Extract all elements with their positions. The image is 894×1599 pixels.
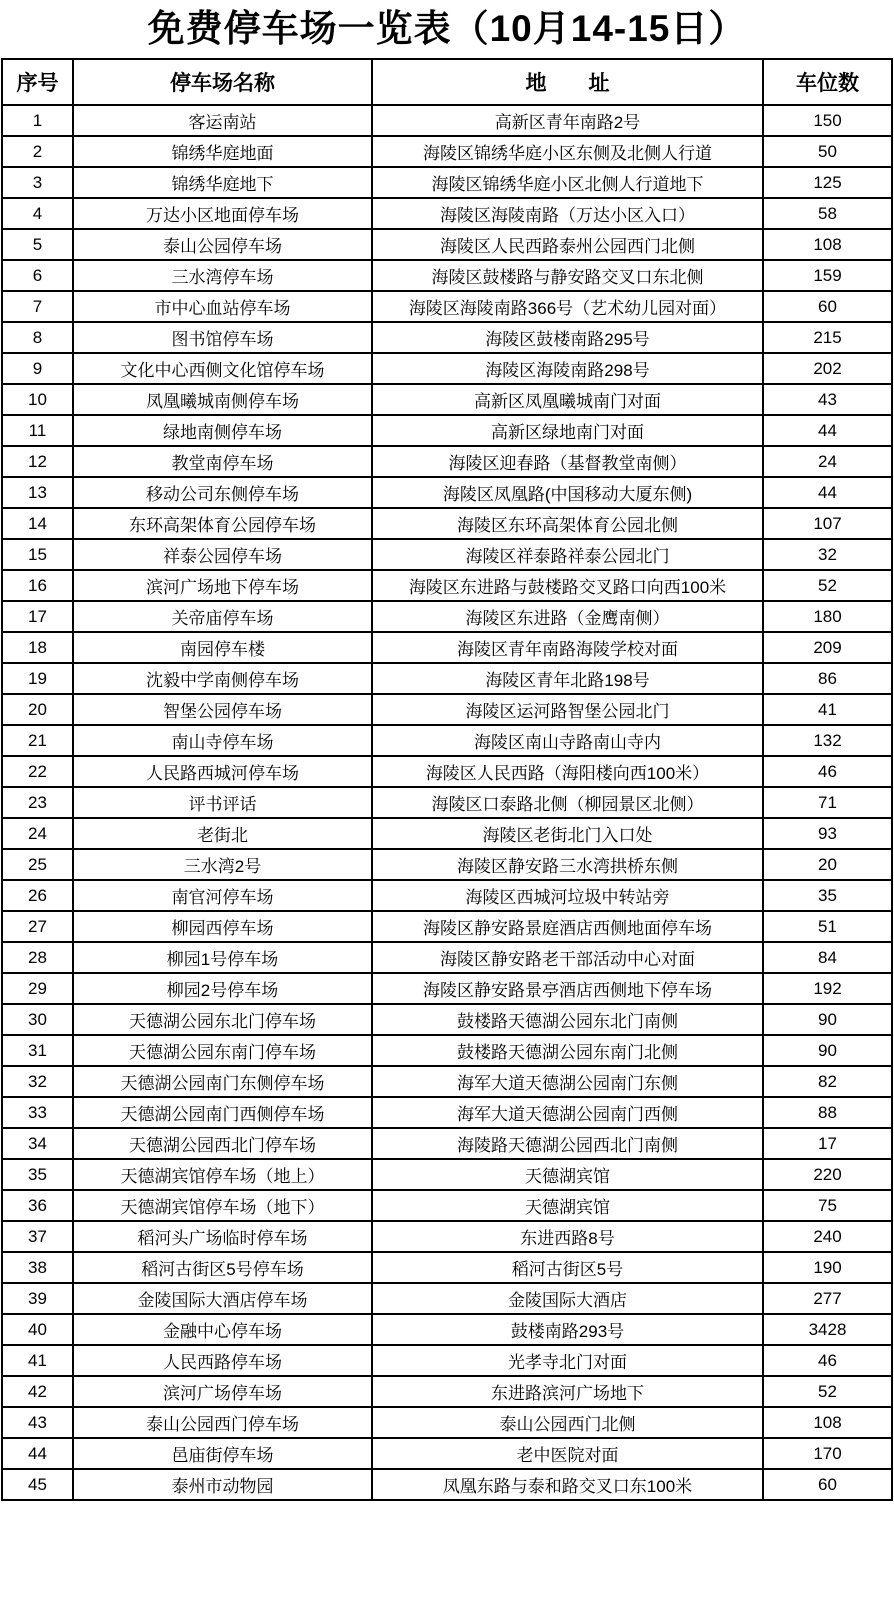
cell-address: 高新区凤凰曦城南门对面: [372, 384, 763, 415]
cell-address: 鼓楼路天德湖公园东南门北侧: [372, 1035, 763, 1066]
parking-table: [1, 58, 893, 1501]
cell-address: 天德湖宾馆: [372, 1190, 763, 1221]
table-row: [2, 1345, 892, 1376]
cell-address: 海陵区人民西路泰州公园西门北侧: [372, 229, 763, 260]
cell-index: 15: [2, 539, 73, 570]
cell-name: 万达小区地面停车场: [73, 198, 372, 229]
cell-address: 天德湖宾馆: [372, 1159, 763, 1190]
cell-address: 海陵区迎春路（基督教堂南侧）: [372, 446, 763, 477]
cell-index: 39: [2, 1283, 73, 1314]
cell-address: 海陵区海陵南路298号: [372, 353, 763, 384]
cell-capacity: 125: [763, 167, 892, 198]
cell-capacity: 192: [763, 973, 892, 1004]
cell-capacity: 44: [763, 477, 892, 508]
cell-capacity: 44: [763, 415, 892, 446]
cell-index: 41: [2, 1345, 73, 1376]
cell-index: 32: [2, 1066, 73, 1097]
table-row: [2, 167, 892, 198]
cell-address: 海陵区青年南路海陵学校对面: [372, 632, 763, 663]
cell-capacity: 88: [763, 1097, 892, 1128]
cell-address: 鼓楼南路293号: [372, 1314, 763, 1345]
cell-index: 8: [2, 322, 73, 353]
table-row: [2, 1066, 892, 1097]
cell-name: 天德湖公园西北门停车场: [73, 1128, 372, 1159]
cell-name: 滨河广场停车场: [73, 1376, 372, 1407]
cell-capacity: 17: [763, 1128, 892, 1159]
cell-index: 12: [2, 446, 73, 477]
cell-index: 14: [2, 508, 73, 539]
table-row: [2, 446, 892, 477]
cell-capacity: 71: [763, 787, 892, 818]
cell-name: 人民路西城河停车场: [73, 756, 372, 787]
table-row: [2, 1438, 892, 1469]
cell-capacity: 209: [763, 632, 892, 663]
cell-index: 10: [2, 384, 73, 415]
cell-name: 图书馆停车场: [73, 322, 372, 353]
cell-capacity: 41: [763, 694, 892, 725]
cell-address: 高新区青年南路2号: [372, 105, 763, 136]
cell-capacity: 84: [763, 942, 892, 973]
cell-name: 稻河古街区5号停车场: [73, 1252, 372, 1283]
cell-name: 泰州市动物园: [73, 1469, 372, 1500]
cell-name: 移动公司东侧停车场: [73, 477, 372, 508]
cell-index: 37: [2, 1221, 73, 1252]
cell-name: 人民西路停车场: [73, 1345, 372, 1376]
cell-address: 泰山公园西门北侧: [372, 1407, 763, 1438]
cell-name: 金融中心停车场: [73, 1314, 372, 1345]
header-address: 地 址: [372, 59, 763, 105]
cell-name: 智堡公园停车场: [73, 694, 372, 725]
table-row: [2, 260, 892, 291]
cell-name: 天德湖公园南门东侧停车场: [73, 1066, 372, 1097]
cell-capacity: 90: [763, 1035, 892, 1066]
table-row: [2, 880, 892, 911]
table-row: [2, 1159, 892, 1190]
cell-capacity: 60: [763, 291, 892, 322]
cell-address: 海军大道天德湖公园南门东侧: [372, 1066, 763, 1097]
cell-capacity: 90: [763, 1004, 892, 1035]
cell-capacity: 51: [763, 911, 892, 942]
cell-index: 17: [2, 601, 73, 632]
cell-name: 南山寺停车场: [73, 725, 372, 756]
cell-address: 海陵区海陵南路（万达小区入口）: [372, 198, 763, 229]
cell-address: 金陵国际大酒店: [372, 1283, 763, 1314]
cell-index: 31: [2, 1035, 73, 1066]
cell-index: 28: [2, 942, 73, 973]
cell-capacity: 86: [763, 663, 892, 694]
cell-capacity: 58: [763, 198, 892, 229]
cell-index: 16: [2, 570, 73, 601]
table-row: [2, 1469, 892, 1500]
cell-address: 海陵区西城河垃圾中转站旁: [372, 880, 763, 911]
cell-address: 海陵区口泰路北侧（柳园景区北侧）: [372, 787, 763, 818]
cell-index: 24: [2, 818, 73, 849]
table-row: [2, 632, 892, 663]
cell-capacity: 277: [763, 1283, 892, 1314]
cell-address: 海陵区运河路智堡公园北门: [372, 694, 763, 725]
cell-capacity: 108: [763, 229, 892, 260]
cell-address: 海陵区凤凰路(中国移动大厦东侧): [372, 477, 763, 508]
cell-address: 海陵区东进路与鼓楼路交叉路口向西100米: [372, 570, 763, 601]
cell-name: 教堂南停车场: [73, 446, 372, 477]
cell-address: 海陵区静安路三水湾拱桥东侧: [372, 849, 763, 880]
cell-address: 海陵路天德湖公园西北门南侧: [372, 1128, 763, 1159]
cell-index: 5: [2, 229, 73, 260]
cell-index: 25: [2, 849, 73, 880]
cell-address: 东进路滨河广场地下: [372, 1376, 763, 1407]
cell-index: 40: [2, 1314, 73, 1345]
page-title: 免费停车场一览表（10月14-15日）: [147, 8, 747, 49]
table-row: [2, 849, 892, 880]
table-row: [2, 818, 892, 849]
cell-address: 鼓楼路天德湖公园东北门南侧: [372, 1004, 763, 1035]
cell-capacity: 60: [763, 1469, 892, 1500]
table-row: [2, 353, 892, 384]
cell-name: 老街北: [73, 818, 372, 849]
table-row: [2, 229, 892, 260]
cell-name: 泰山公园停车场: [73, 229, 372, 260]
cell-name: 天德湖公园东北门停车场: [73, 1004, 372, 1035]
cell-address: 海军大道天德湖公园南门西侧: [372, 1097, 763, 1128]
table-row: [2, 105, 892, 136]
cell-index: 35: [2, 1159, 73, 1190]
cell-address: 海陵区青年北路198号: [372, 663, 763, 694]
table-row: [2, 694, 892, 725]
cell-address: 老中医院对面: [372, 1438, 763, 1469]
cell-address: 海陵区鼓楼南路295号: [372, 322, 763, 353]
cell-name: 柳园1号停车场: [73, 942, 372, 973]
cell-capacity: 32: [763, 539, 892, 570]
cell-capacity: 46: [763, 756, 892, 787]
table-row: [2, 508, 892, 539]
cell-address: 稻河古街区5号: [372, 1252, 763, 1283]
table-row: [2, 973, 892, 1004]
cell-name: 金陵国际大酒店停车场: [73, 1283, 372, 1314]
table-row: [2, 322, 892, 353]
cell-index: 7: [2, 291, 73, 322]
cell-name: 天德湖宾馆停车场（地下）: [73, 1190, 372, 1221]
cell-name: 关帝庙停车场: [73, 601, 372, 632]
table-row: [2, 787, 892, 818]
cell-index: 1: [2, 105, 73, 136]
cell-name: 泰山公园西门停车场: [73, 1407, 372, 1438]
table-row: [2, 1252, 892, 1283]
table-row: [2, 756, 892, 787]
table-row: [2, 1407, 892, 1438]
table-row: [2, 291, 892, 322]
cell-index: 42: [2, 1376, 73, 1407]
cell-address: 凤凰东路与泰和路交叉口东100米: [372, 1469, 763, 1500]
cell-index: 44: [2, 1438, 73, 1469]
cell-index: 20: [2, 694, 73, 725]
cell-capacity: 75: [763, 1190, 892, 1221]
table-row: [2, 1035, 892, 1066]
cell-name: 天德湖公园南门西侧停车场: [73, 1097, 372, 1128]
cell-capacity: 35: [763, 880, 892, 911]
cell-capacity: 220: [763, 1159, 892, 1190]
cell-address: 海陵区静安路景庭酒店西侧地面停车场: [372, 911, 763, 942]
cell-index: 9: [2, 353, 73, 384]
cell-capacity: 150: [763, 105, 892, 136]
table-row: [2, 1314, 892, 1345]
cell-address: 海陵区静安路景亭酒店西侧地下停车场: [372, 973, 763, 1004]
table-row: [2, 1283, 892, 1314]
cell-name: 天德湖宾馆停车场（地上）: [73, 1159, 372, 1190]
table-row: [2, 415, 892, 446]
cell-address: 海陵区老街北门入口处: [372, 818, 763, 849]
cell-name: 凤凰曦城南侧停车场: [73, 384, 372, 415]
cell-capacity: 24: [763, 446, 892, 477]
cell-address: 海陵区海陵南路366号（艺术幼儿园对面）: [372, 291, 763, 322]
cell-name: 滨河广场地下停车场: [73, 570, 372, 601]
cell-index: 34: [2, 1128, 73, 1159]
table-row: [2, 601, 892, 632]
table-body: [2, 105, 892, 1500]
cell-capacity: 20: [763, 849, 892, 880]
cell-capacity: 3428: [763, 1314, 892, 1345]
cell-name: 锦绣华庭地面: [73, 136, 372, 167]
cell-name: 锦绣华庭地下: [73, 167, 372, 198]
cell-index: 23: [2, 787, 73, 818]
cell-capacity: 132: [763, 725, 892, 756]
table-row: [2, 1128, 892, 1159]
cell-name: 绿地南侧停车场: [73, 415, 372, 446]
header-name: 停车场名称: [73, 59, 372, 105]
cell-index: 33: [2, 1097, 73, 1128]
table-row: [2, 384, 892, 415]
cell-capacity: 108: [763, 1407, 892, 1438]
cell-address: 海陵区人民西路（海阳楼向西100米）: [372, 756, 763, 787]
cell-index: 29: [2, 973, 73, 1004]
table-row: [2, 911, 892, 942]
table-row: [2, 725, 892, 756]
table-row: [2, 198, 892, 229]
cell-index: 36: [2, 1190, 73, 1221]
cell-name: 东环高架体育公园停车场: [73, 508, 372, 539]
table-row: [2, 570, 892, 601]
cell-index: 19: [2, 663, 73, 694]
header-row: [2, 59, 892, 105]
cell-capacity: 215: [763, 322, 892, 353]
cell-index: 45: [2, 1469, 73, 1500]
table-row: [2, 942, 892, 973]
table-header: [2, 59, 892, 105]
cell-address: 海陵区鼓楼路与静安路交叉口东北侧: [372, 260, 763, 291]
table-row: [2, 1097, 892, 1128]
cell-capacity: 52: [763, 1376, 892, 1407]
cell-capacity: 240: [763, 1221, 892, 1252]
cell-capacity: 50: [763, 136, 892, 167]
cell-name: 三水湾停车场: [73, 260, 372, 291]
cell-capacity: 107: [763, 508, 892, 539]
table-row: [2, 1004, 892, 1035]
cell-address: 东进西路8号: [372, 1221, 763, 1252]
cell-name: 三水湾2号: [73, 849, 372, 880]
cell-index: 4: [2, 198, 73, 229]
cell-index: 27: [2, 911, 73, 942]
cell-address: 海陵区锦绣华庭小区北侧人行道地下: [372, 167, 763, 198]
cell-index: 2: [2, 136, 73, 167]
cell-address: 光孝寺北门对面: [372, 1345, 763, 1376]
cell-name: 柳园西停车场: [73, 911, 372, 942]
cell-address: 海陵区东进路（金鹰南侧）: [372, 601, 763, 632]
cell-address: 海陵区静安路老干部活动中心对面: [372, 942, 763, 973]
cell-index: 18: [2, 632, 73, 663]
cell-capacity: 93: [763, 818, 892, 849]
cell-name: 评书评话: [73, 787, 372, 818]
table-row: [2, 663, 892, 694]
header-capacity: 车位数: [763, 59, 892, 105]
cell-capacity: 43: [763, 384, 892, 415]
cell-address: 海陵区东环高架体育公园北侧: [372, 508, 763, 539]
cell-name: 南园停车楼: [73, 632, 372, 663]
cell-name: 沈毅中学南侧停车场: [73, 663, 372, 694]
table-row: [2, 136, 892, 167]
cell-capacity: 82: [763, 1066, 892, 1097]
table-row: [2, 1190, 892, 1221]
cell-capacity: 46: [763, 1345, 892, 1376]
table-row: [2, 477, 892, 508]
cell-index: 21: [2, 725, 73, 756]
cell-name: 文化中心西侧文化馆停车场: [73, 353, 372, 384]
cell-index: 13: [2, 477, 73, 508]
cell-address: 海陵区南山寺路南山寺内: [372, 725, 763, 756]
cell-name: 南官河停车场: [73, 880, 372, 911]
cell-name: 市中心血站停车场: [73, 291, 372, 322]
cell-name: 客运南站: [73, 105, 372, 136]
cell-name: 柳园2号停车场: [73, 973, 372, 1004]
cell-index: 30: [2, 1004, 73, 1035]
header-index: 序号: [2, 59, 73, 105]
cell-capacity: 180: [763, 601, 892, 632]
cell-capacity: 159: [763, 260, 892, 291]
cell-name: 邑庙街停车场: [73, 1438, 372, 1469]
cell-capacity: 202: [763, 353, 892, 384]
cell-index: 22: [2, 756, 73, 787]
table-row: [2, 1376, 892, 1407]
cell-index: 26: [2, 880, 73, 911]
cell-address: 高新区绿地南门对面: [372, 415, 763, 446]
cell-index: 11: [2, 415, 73, 446]
cell-index: 6: [2, 260, 73, 291]
cell-name: 天德湖公园东南门停车场: [73, 1035, 372, 1066]
cell-capacity: 52: [763, 570, 892, 601]
cell-index: 3: [2, 167, 73, 198]
cell-capacity: 190: [763, 1252, 892, 1283]
cell-name: 稻河头广场临时停车场: [73, 1221, 372, 1252]
cell-address: 海陵区锦绣华庭小区东侧及北侧人行道: [372, 136, 763, 167]
cell-index: 38: [2, 1252, 73, 1283]
table-row: [2, 539, 892, 570]
cell-address: 海陵区祥泰路祥泰公园北门: [372, 539, 763, 570]
cell-index: 43: [2, 1407, 73, 1438]
cell-capacity: 170: [763, 1438, 892, 1469]
cell-name: 祥泰公园停车场: [73, 539, 372, 570]
table-row: [2, 1221, 892, 1252]
